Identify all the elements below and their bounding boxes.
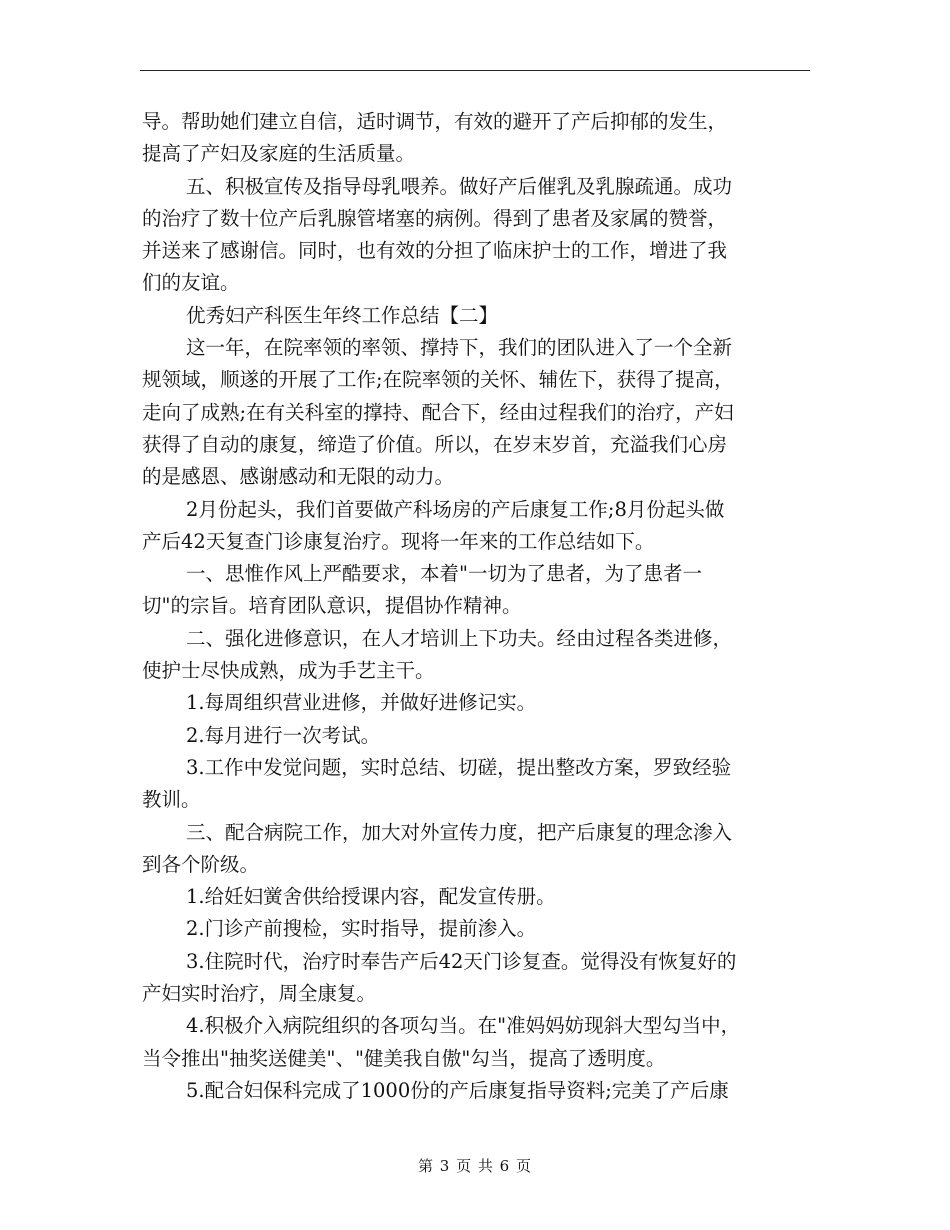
list-item: 2.每月进行一次考试。 [186,723,381,747]
text-line: 走向了成熟;在有关科室的撑持、配合下，经由过程我们的治疗，产妇 [142,400,734,424]
text-line: 使护士尽快成熟，成为手艺主干。 [142,659,435,683]
list-item: 4.积极介入病院组织的各项勾当。在"准妈妈妨现斜大型勾当中， [186,1014,741,1038]
list-item: 3.工作中发觉问题，实时总结、切磋，提出整改方案，罗致经验 [186,755,732,779]
list-item: 1.给妊妇黉舍供给授课内容，配发宣传册。 [186,885,556,909]
text-line: 三、配合病院工作，加大对外宣传力度，把产后康复的理念渗入 [186,820,733,844]
text-line: 五、积极宣传及指导母乳喂养。做好产后催乳及乳腺疏通。成功 [186,174,733,198]
text-line: 提高了产妇及家庭的生活质量。 [142,142,416,166]
text-line: 导。帮助她们建立自信，适时调节，有效的避开了产后抑郁的发生， [142,110,728,133]
text-line: 获得了自动的康复，缔造了价值。所以，在岁末岁首，充溢我们心房 [142,432,728,456]
text-line: 2月份起头，我们首要做产科场房的产后康复工作;8月份起头做 [186,497,725,521]
text-line: 这一年，在院率领的率领、撑持下，我们的团队进入了一个全新 [186,336,733,360]
list-item: 3.住院时代，治疗时奉告产后42天门诊复查。觉得没有恢复好的 [186,949,737,973]
page-number: 第 3 页 共 6 页 [418,1157,532,1175]
list-item: 5.配合妇保科完成了1000份的产后康复指导资料;完美了产后康 [186,1078,729,1102]
text-line: 一、思惟作风上严酷要求，本着"一切为了患者，为了患者一 [186,562,702,586]
section-heading: 优秀妇产科医生年终工作总结【二】 [186,303,499,327]
text-line: 当令推出"抽奖送健美"、"健美我自傲"勾当，提高了透明度。 [142,1046,666,1070]
text-line: 二、强化进修意识，在人才培训上下功夫。经由过程各类进修， [186,626,733,650]
text-line: 并送来了感谢信。同时，也有效的分担了临床护士的工作，增进了我 [142,239,728,263]
text-line: 规领域，顺遂的开展了工作;在院率领的关怀、辅佐下，获得了提高， [142,368,734,392]
header-rule [140,70,810,71]
text-line: 到各个阶级。 [142,852,260,876]
text-line: 的治疗了数十位产后乳腺管堵塞的病例。得到了患者及家属的赞誉， [142,206,728,230]
text-line: 产妇实时治疗，周全康复。 [142,982,377,1006]
list-item: 1.每周组织营业进修，并做好进修记实。 [186,691,537,715]
text-line: 切"的宗旨。培育团队意识，提倡协作精神。 [142,594,522,618]
text-line: 产后42天复查门诊康复治疗。现将一年来的工作总结如下。 [142,529,655,553]
list-item: 2.门诊产前搜检，实时指导，提前渗入。 [186,917,537,941]
text-line: 们的友谊。 [142,271,240,295]
document-body [142,106,810,1107]
text-line: 的是感恩、感谢感动和无限的动力。 [142,465,455,489]
text-line: 教训。 [142,788,201,812]
